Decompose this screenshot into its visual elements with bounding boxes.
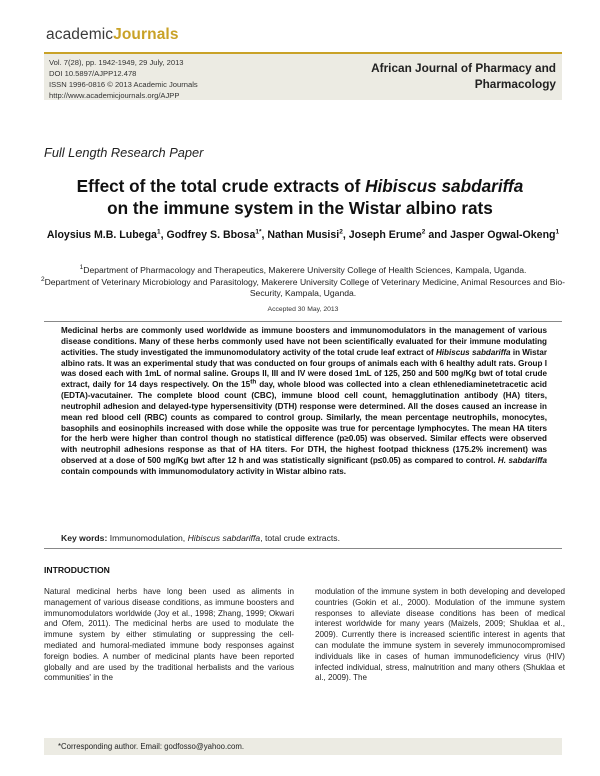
intro-left-column: Natural medicinal herbs have long been used as aliments in management of various disease conditions, as immune boosters and immunomodulators worldwide (Joy et al., 1998; Zhang, 1999; Okwari and Ofem, 2011). The medicinal herbs are used to modulate the immune system by either stimulating or suppressing the cell-mediated and humoral-mediated immune body responses against foreign bodies. A number of medicinal plants have been reported globally and are used by the traditional herbalists and the various communities' in the <box>44 587 294 683</box>
paper-type: Full Length Research Paper <box>44 145 204 160</box>
accepted-date: Accepted 30 May, 2013 <box>267 306 339 313</box>
keywords-bottom-rule <box>44 548 562 549</box>
paper-title <box>40 175 560 219</box>
journal-meta <box>49 57 198 101</box>
volume-info: Vol. 7(28), pp. 1942-1949, 29 July, 2013 <box>49 58 184 67</box>
affiliation-marker: 1* <box>255 228 262 236</box>
author-conjunction: and <box>428 229 448 241</box>
journal-title: African Journal of Pharmacy and Pharmacology <box>371 61 556 91</box>
journal-url[interactable]: http://www.academicjournals.org/AJPP <box>49 91 180 100</box>
abstract-top-rule <box>44 321 562 322</box>
author-list: Aloysius M.B. Lubega$^1$, Godfrey S. Bbosa$^{1*}$, Nathan Musisi$^2$, Joseph Erume$^2$ and Jasper Ogwal-Okeng$^1$ <box>46 228 560 241</box>
affiliation-2: $^2$Department of Veterinary Microbiology and Parasitology, Makerere University College of Veterinary Medicine, Animal Resources and Bio-Security, Kampala, Uganda. <box>40 275 566 298</box>
footnote: *Corresponding author. Email: godfosso@yahoo.com. <box>44 738 562 755</box>
author: Godfrey S. Bbosa <box>166 229 256 241</box>
journal-header <box>44 52 562 100</box>
publisher-logo-part1: academic <box>46 26 114 43</box>
doi: DOI 10.5897/AJPP12.478 <box>49 69 137 78</box>
publisher-logo-part2: Journals <box>113 26 179 43</box>
affiliation-marker: 2 <box>339 228 343 236</box>
affiliation-marker: 2 <box>421 228 426 236</box>
title-species: Hibiscus sabdariffa <box>365 176 524 196</box>
title-part1: Effect of the total crude extracts of <box>76 176 366 196</box>
affiliation-marker: 1 <box>555 228 560 236</box>
issn: ISSN 1996-0816 © 2013 Academic Journals <box>49 80 198 89</box>
section-heading: INTRODUCTION <box>44 565 110 575</box>
author: Nathan Musisi <box>267 229 340 241</box>
title-part2: on the immune system in the Wistar albino rats <box>107 198 493 218</box>
author: Jasper Ogwal-Okeng <box>450 229 556 241</box>
abstract: Medicinal herbs are commonly used worldwide as immune boosters and immunomodulators in the management of various disease conditions. Many of these herbs commonly used have not been scientifically evaluated for their immune modulating activities. The study investigated the immunomodulatory activity of the total crude leaf extract of Hibiscus sabdariffa in Wistar albino rats. It was an experimental study that was conducted on four groups of animals each with 6 healthy adult rats. Group I was dosed each with 1mL of normal saline. Groups II, III and IV were dosed 1mL of 125, 250 and 500 mg/Kg bwt of total crude extract, daily for 14 days respectively. On the 15th day, whole blood was collected into a clean ethlenediaminetetracetic acid (EDTA)-vacutainer. The complete blood count (CBC), immune blood cell count, hemagglutination antibody (HA) titers, neutrophil adhesion and delayed-type hypersensitivity (DTH) response were determined. All the doses caused an increase in mean red blood cell (RBC) counts as compared to control group. Similarly, the mean percentage neutrophils, monocytes, basophils and eosinophils increased with dose while the opposite was true for percentage lymphocytes. The mean HA titers for the herb were higher than control though no statistical difference (p≥0.05) was observed. Similar effects were observed with neutrophil adhesions response as that of HA titers. For DTH, the highest footpad thickness (175.2% increment) was observed at a dose of 500 mg/Kg bwt after 12 h and was statistically significant (p≤0.05) as compared to control. H. sabdariffa contain compounds with immunomodulatory activity in Wistar albino rats. <box>61 326 548 476</box>
publisher-logo <box>46 26 179 44</box>
intro-right-column: modulation of the immune system in both developing and developed countries (Gokin et al., 2000). Modulation of the immune system responses to alleviate disease conditions has been of medical interest worldwide for many years (Maizels, 2009; Shuklaa et al., 2009). Currently there is increased scientific interest in agents that can modulate the immune system in severely immunocompromised individuals like in cases of human immunodeficiency virus (HIV) infected individual, stress, malnutrition and many others (Shuklaa et al., 2009). The <box>315 587 565 683</box>
affiliation-1: $^1$Department of Pharmacology and Therapeutics, Makerere University College of Health Sciences, Kampala, Uganda. <box>79 264 527 275</box>
keywords: Key words: Immunomodulation, Hibiscus sabdariffa, total crude extracts. <box>61 533 340 543</box>
affiliation-marker: 1 <box>156 228 161 236</box>
affiliations <box>40 265 566 300</box>
author: Joseph Erume <box>348 229 422 241</box>
author: Aloysius M.B. Lubega <box>46 229 157 241</box>
